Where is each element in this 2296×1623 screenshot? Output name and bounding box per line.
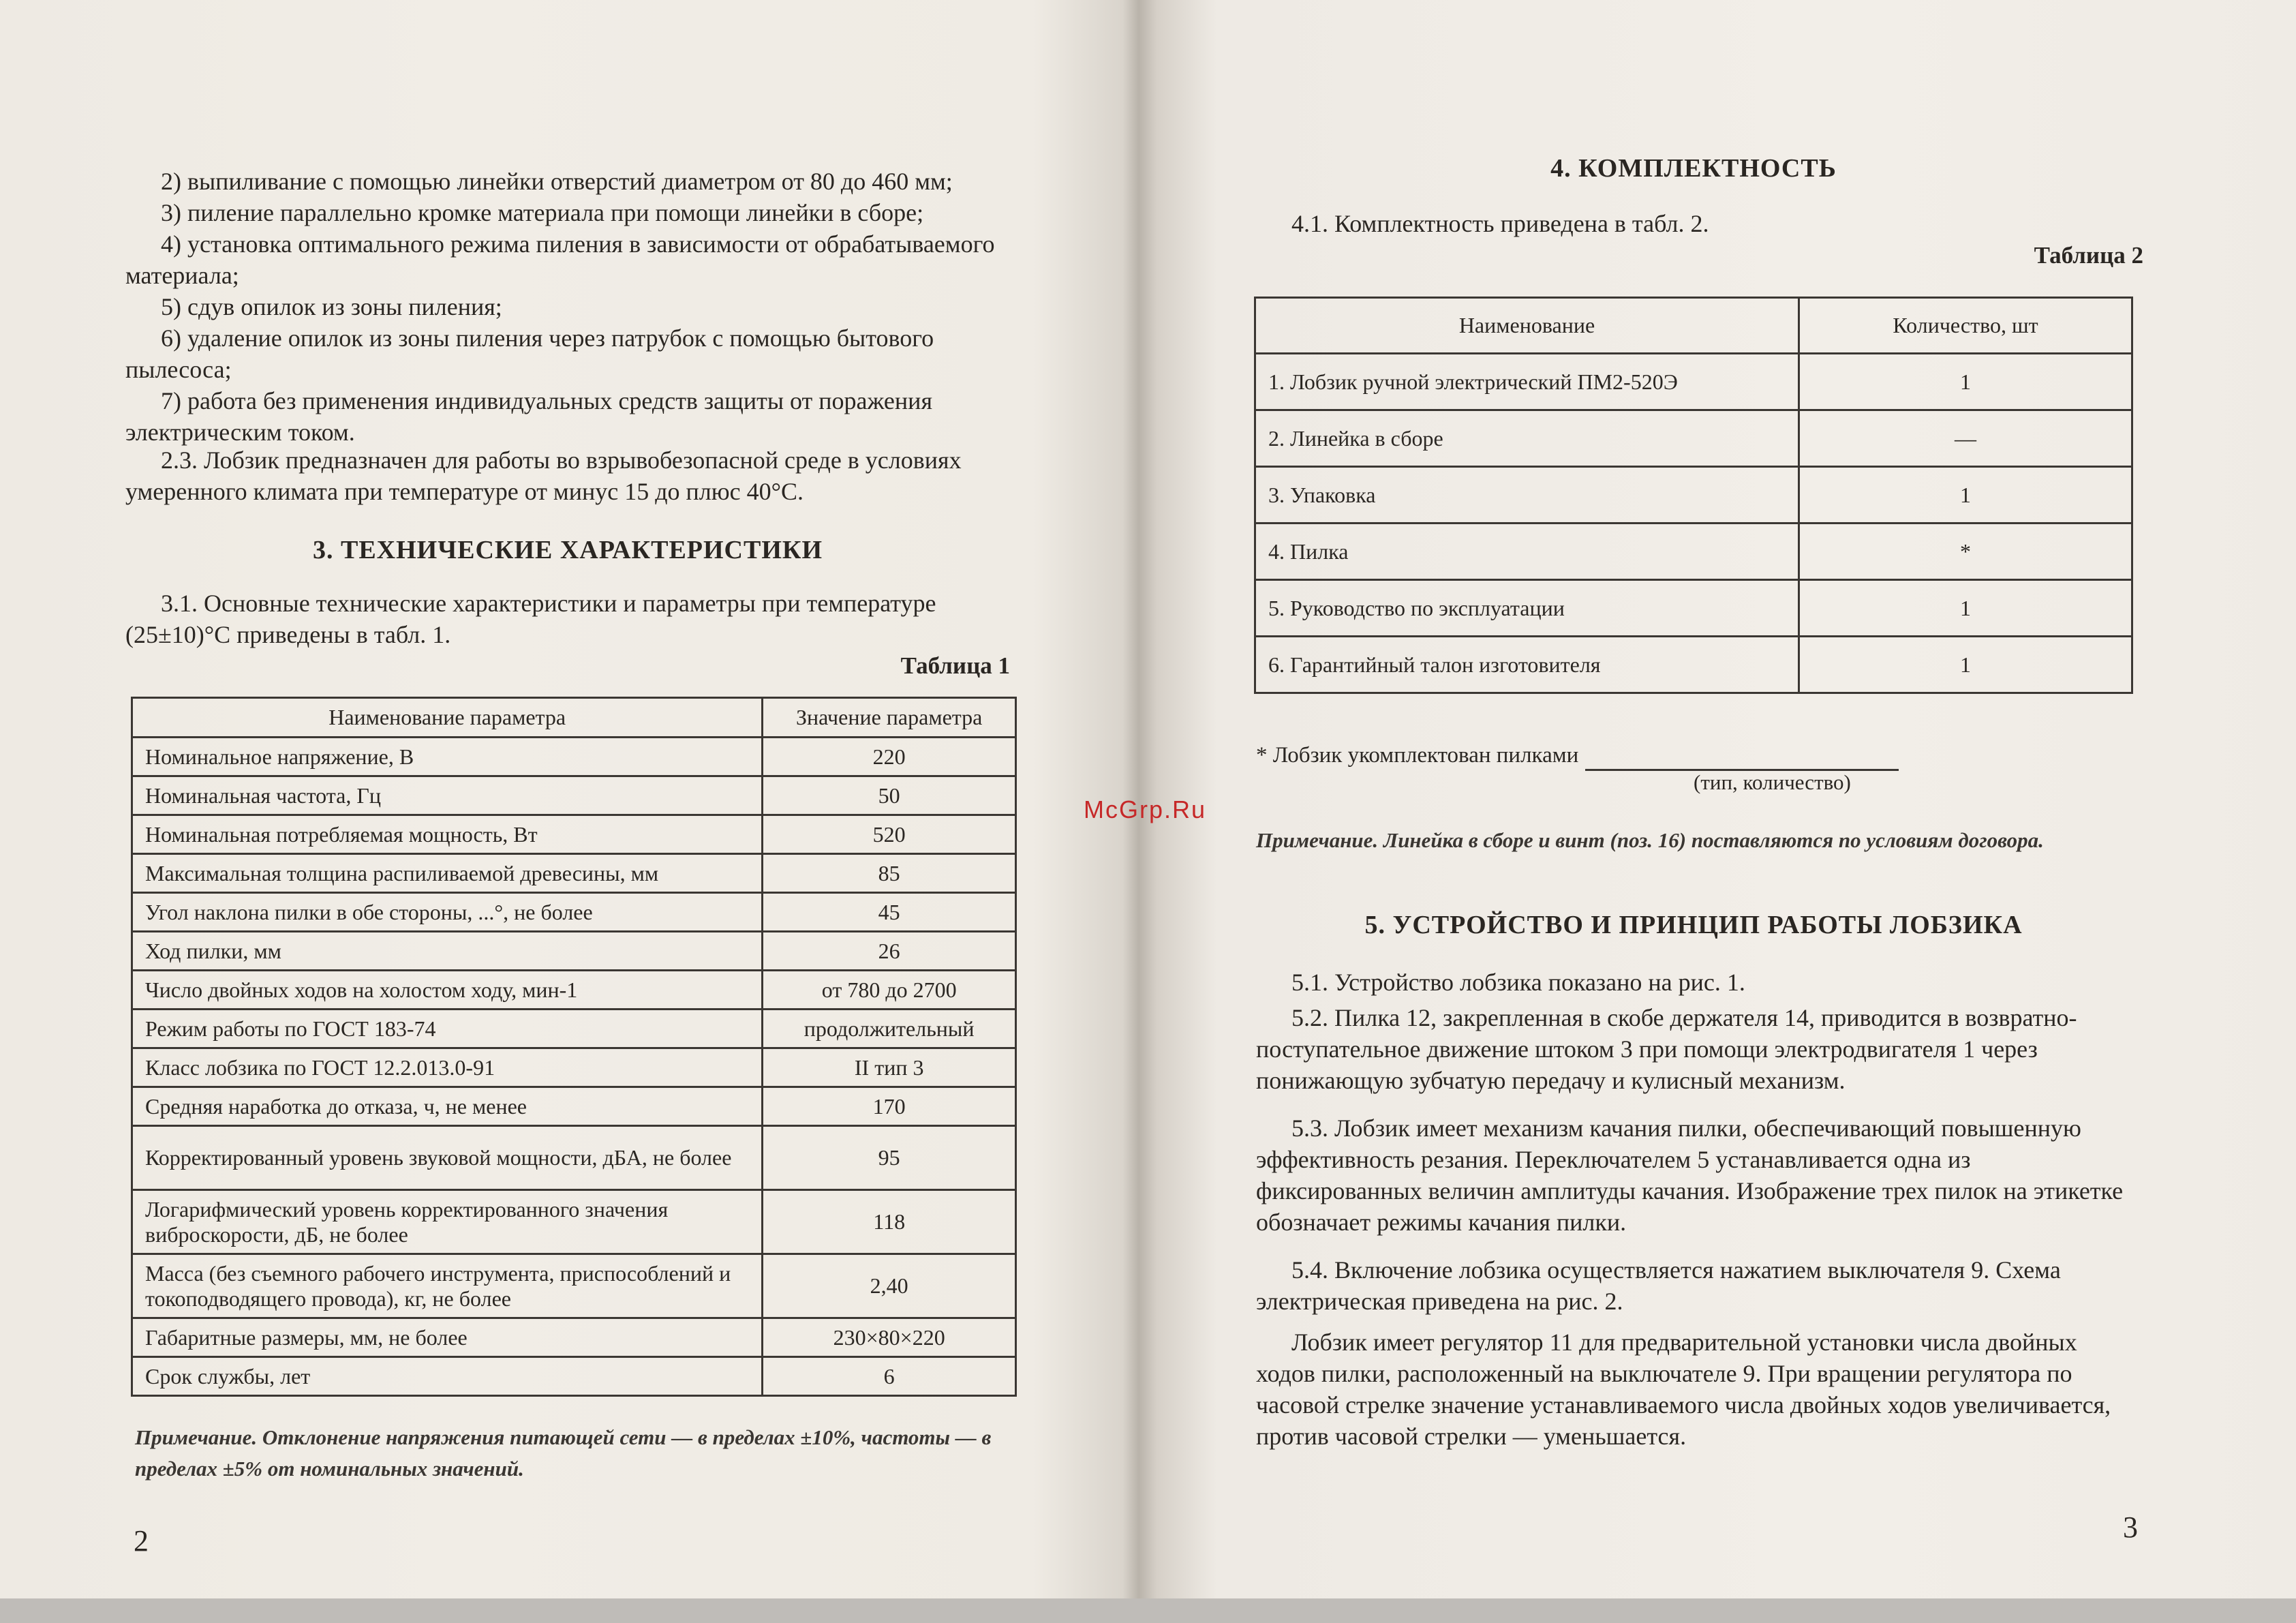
table-header-cell: Наименование xyxy=(1255,298,1799,354)
table-cell-name: Срок службы, лет xyxy=(132,1357,763,1396)
section-5-title: 5. УСТРОЙСТВО И ПРИНЦИП РАБОТЫ ЛОБЗИКА xyxy=(1364,911,2023,939)
page-number-right: 3 xyxy=(2123,1511,2138,1544)
table-cell-name: Номинальная частота, Гц xyxy=(132,776,763,815)
table-cell-value: 520 xyxy=(763,815,1016,854)
table-cell-name: Масса (без съемного рабочего инструмента, приспособлений и токоподводящего провода), кг, не более xyxy=(132,1254,763,1318)
footnote-hint: (тип, количество) xyxy=(1694,770,1851,794)
table-cell-name: Число двойных ходов на холостом ходу, мин-1 xyxy=(132,971,763,1010)
list-item-2: 2) выпиливание с помощью линейки отверстий диаметром от 80 до 460 мм; xyxy=(161,168,953,195)
table-cell-value: 26 xyxy=(763,932,1016,971)
table-row xyxy=(132,1126,1016,1190)
list-item-6: 6) удаление опилок из зоны пиления через патрубок с помощью бытового пылесоса; xyxy=(125,324,934,383)
table-cell-name: Средняя наработка до отказа, ч, не менее xyxy=(132,1087,763,1126)
table-cell-value: 118 xyxy=(763,1190,1016,1254)
list-item-7: 7) работа без применения индивидуальных средств защиты от поражения электрическим током. xyxy=(125,387,932,446)
right-page xyxy=(1148,0,2296,1598)
table-cell-value: 220 xyxy=(763,738,1016,776)
table-row xyxy=(132,1087,1016,1126)
table-row xyxy=(132,1254,1016,1318)
table-row xyxy=(132,854,1016,893)
table-row xyxy=(1255,467,2132,524)
table-cell-value: продолжительный xyxy=(763,1010,1016,1048)
table-cell-value: 6 xyxy=(763,1357,1016,1396)
table-cell-value: * xyxy=(1799,524,2132,580)
list-item-3: 3) пиление параллельно кромке материала при помощи линейки в сборе; xyxy=(161,199,924,226)
table-row xyxy=(132,776,1016,815)
table-cell-value: от 780 до 2700 xyxy=(763,971,1016,1010)
table-cell-name: 4. Пилка xyxy=(1255,524,1799,580)
paragraph-5-5: Лобзик имеет регулятор 11 для предварительной установки числа двойных ходов пилки, расположенный на выключателе 9. При вращении регулятора по часовой стрелке значение устанавливаемого числа двойных ходов увеличивается, против часовой стрелки — уменьшается. xyxy=(1256,1329,2111,1450)
paragraph-2-3: 2.3. Лобзик предназначен для работы во взрывобезопасной среде в условиях умеренного климата при температуре от минус 15 до плюс 40°С. xyxy=(125,446,962,505)
table-cell-value: 50 xyxy=(763,776,1016,815)
table-2 xyxy=(1254,297,2133,694)
table-cell-name: 1. Лобзик ручной электрический ПМ2-520Э xyxy=(1255,354,1799,410)
table-cell-value: 45 xyxy=(763,893,1016,932)
table-cell-name: Режим работы по ГОСТ 183-74 xyxy=(132,1010,763,1048)
table-cell-value: 170 xyxy=(763,1087,1016,1126)
table-header-row xyxy=(1255,298,2132,354)
table-cell-value: 1 xyxy=(1799,580,2132,637)
table-row xyxy=(1255,637,2132,693)
table-row xyxy=(1255,354,2132,410)
table-row xyxy=(132,738,1016,776)
table-1 xyxy=(131,697,1017,1397)
table-row xyxy=(132,932,1016,971)
table-cell-name: Номинальная потребляемая мощность, Вт xyxy=(132,815,763,854)
list-item-5: 5) сдув опилок из зоны пиления; xyxy=(161,293,502,320)
table-cell-name: Габаритные размеры, мм, не более xyxy=(132,1318,763,1357)
scanner-edge xyxy=(0,1598,2296,1623)
table-cell-name: Логарифмический уровень корректированного значения виброскорости, дБ, не более xyxy=(132,1190,763,1254)
table-cell-name: Максимальная толщина распиливаемой древесины, мм xyxy=(132,854,763,893)
table-cell-value: 1 xyxy=(1799,637,2132,693)
table-cell-name: Угол наклона пилки в обе стороны, ...°, не более xyxy=(132,893,763,932)
paragraph-5-2: 5.2. Пилка 12, закрепленная в скобе держателя 14, приводится в возвратно-поступательное движение штоком 3 при помощи электродвигателя 1 через понижающую зубчатую передачу и кулисный механизм. xyxy=(1256,1004,2077,1094)
table-header-cell: Значение параметра xyxy=(763,698,1016,738)
paragraph-3-1: 3.1. Основные технические характеристики и параметры при температуре (25±10)°С приведены в табл. 1. xyxy=(125,590,936,648)
section-4-title: 4. КОМПЛЕКТНОСТЬ xyxy=(1550,154,1837,183)
table-row xyxy=(132,1048,1016,1087)
table-cell-name: Номинальное напряжение, В xyxy=(132,738,763,776)
table-row xyxy=(132,815,1016,854)
table-cell-value: 1 xyxy=(1799,354,2132,410)
paragraph-5-4: 5.4. Включение лобзика осуществляется нажатием выключателя 9. Схема электрическая приведена на рис. 2. xyxy=(1256,1256,2061,1315)
table-cell-name: Ход пилки, мм xyxy=(132,932,763,971)
paragraph-5-3: 5.3. Лобзик имеет механизм качания пилки, обеспечивающий повышенную эффективность резания. Переключателем 5 устанавливается одна из фиксированных величин амплитуды качания. Изображение трех пилок на этикетке обозначает режимы качания пилки. xyxy=(1256,1114,2124,1236)
table-cell-name: 5. Руководство по эксплуатации xyxy=(1255,580,1799,637)
table-row xyxy=(1255,410,2132,467)
table-cell-name: Корректированный уровень звуковой мощности, дБА, не более xyxy=(132,1126,763,1190)
table-row xyxy=(132,1357,1016,1396)
table-header-row xyxy=(132,698,1016,738)
table-cell-name: 2. Линейка в сборе xyxy=(1255,410,1799,467)
table-1-note: Примечание. Отклонение напряжения питающей сети — в пределах ±10%, частоты — в пределах ±5% от номинальных значений. xyxy=(135,1425,992,1481)
table-cell-value: — xyxy=(1799,410,2132,467)
table-cell-name: 3. Упаковка xyxy=(1255,467,1799,524)
table-2-note: Примечание. Линейка в сборе и винт (поз. 16) поставляются по условиям договора. xyxy=(1256,828,2044,852)
table-cell-value: II тип 3 xyxy=(763,1048,1016,1087)
table-header-cell: Количество, шт xyxy=(1799,298,2132,354)
table-row xyxy=(132,1190,1016,1254)
table-cell-value: 2,40 xyxy=(763,1254,1016,1318)
list-item-4: 4) установка оптимального режима пиления в зависимости от обрабатываемого материала; xyxy=(125,230,995,289)
table-cell-name: Класс лобзика по ГОСТ 12.2.013.0-91 xyxy=(132,1048,763,1087)
table-row xyxy=(132,893,1016,932)
table-cell-value: 1 xyxy=(1799,467,2132,524)
paragraph-5-1: 5.1. Устройство лобзика показано на рис. 1. xyxy=(1291,969,1745,996)
table-1-caption: Таблица 1 xyxy=(900,652,1010,679)
footnote-text: * Лобзик укомплектован пилками xyxy=(1256,743,1579,768)
table-2-caption: Таблица 2 xyxy=(2034,242,2143,269)
left-page xyxy=(0,0,1131,1598)
table-row xyxy=(1255,580,2132,637)
table-row xyxy=(132,971,1016,1010)
paragraph-4-1: 4.1. Комплектность приведена в табл. 2. xyxy=(1291,210,1709,237)
footnote xyxy=(1256,740,1899,771)
table-cell-value: 85 xyxy=(763,854,1016,893)
section-3-title: 3. ТЕХНИЧЕСКИЕ ХАРАКТЕРИСТИКИ xyxy=(312,536,823,564)
table-row xyxy=(132,1010,1016,1048)
watermark: McGrp.Ru xyxy=(1084,795,1207,823)
table-row xyxy=(132,1318,1016,1357)
table-cell-value: 230×80×220 xyxy=(763,1318,1016,1357)
page-number-left: 2 xyxy=(134,1524,149,1558)
table-row xyxy=(1255,524,2132,580)
table-header-cell: Наименование параметра xyxy=(132,698,763,738)
table-cell-value: 95 xyxy=(763,1126,1016,1190)
table-cell-name: 6. Гарантийный талон изготовителя xyxy=(1255,637,1799,693)
footnote-blank xyxy=(1585,747,1899,771)
